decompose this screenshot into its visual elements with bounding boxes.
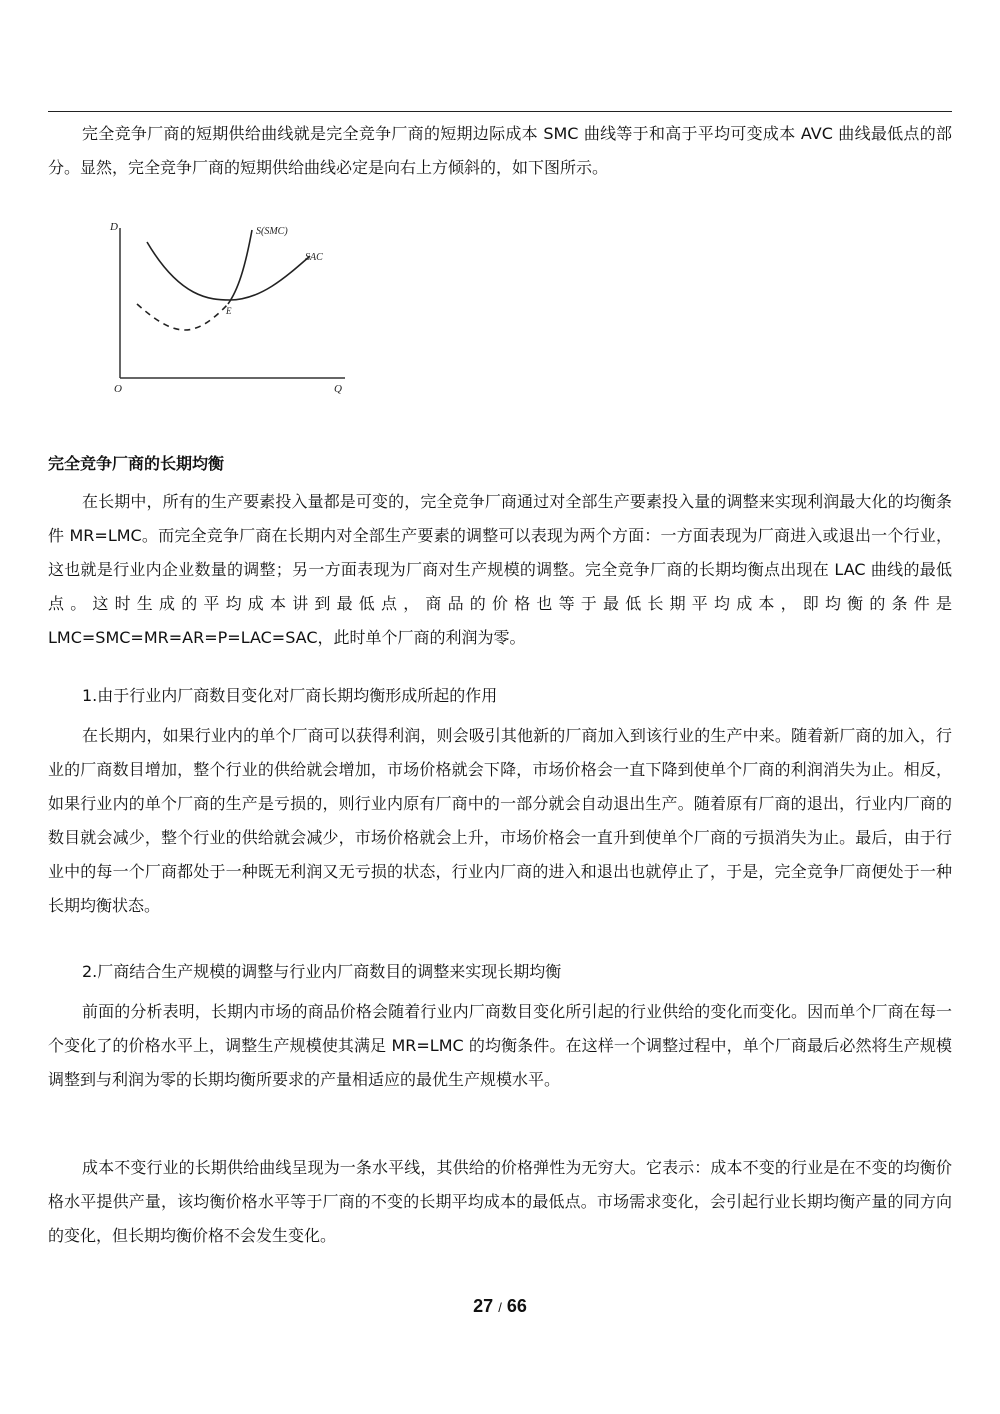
equilibrium-point-label: E: [226, 306, 232, 316]
sac-label: SAC: [305, 252, 323, 263]
x-axis-label: Q: [334, 383, 342, 395]
paragraph-firm-count-effect: 在长期内，如果行业内的单个厂商可以获得利润，则会吸引其他新的厂商加入到该行业的生产中来。随着新厂商的加入，行业的厂商数目增加，整个行业的供给就会增加，市场价格就会下降，市场价格会一直下降到使单个厂商的利润消失为止。相反，如果行业内的单个厂商的生产是亏损的，则行业内原有厂商中的一部分就会自动退出生产。随着原有厂商的退出，行业内厂商的数目就会减少，整个行业的供给就会减少，市场价格就会上升，市场价格会一直升到使单个厂商的亏损消失为止。最后，由于行业中的每一个厂商都处于一种既无利润又无亏损的状态，行业内厂商的进入和退出也就停止了，于是，完全竞争厂商便处于一种长期均衡状态。: [48, 726, 952, 915]
page-current: 27: [473, 1296, 494, 1316]
page-number: [0, 1296, 1000, 1317]
smc-curve: [228, 230, 252, 304]
page-total: 66: [506, 1296, 527, 1316]
paragraph-scale-adjustment: 前面的分析表明，长期内市场的商品价格会随着行业内厂商数目变化所引起的行业供给的变化而变化。因而单个厂商在每一个变化了的价格水平上，调整生产规模使其满足 MR=LMC 的均衡条件。在这样一个调整过程中，单个厂商最后必然将生产规模调整到与利润为零的长期均衡所要求的产量相适应的最优生产规模水平。: [48, 1002, 952, 1089]
header-rule: [48, 111, 952, 112]
list-item-2: 2.厂商结合生产规模的调整与行业内厂商数目的调整来实现长期均衡: [82, 962, 562, 981]
smc-label: S(SMC): [256, 226, 288, 237]
sac-curve: [147, 242, 310, 300]
page-separator: /: [498, 1300, 502, 1315]
short-run-supply-figure: [100, 208, 360, 398]
paragraph-constant-cost-industry: 成本不变行业的长期供给曲线呈现为一条水平线，其供给的价格弹性为无穷大。它表示：成本不变的行业是在不变的均衡价格水平提供产量，该均衡价格水平等于厂商的不变的长期平均成本的最低点。市场需求变化，会引起行业长期均衡产量的同方向的变化，但长期均衡价格不会发生变化。: [48, 1158, 952, 1245]
heading-long-run-equilibrium: 完全竞争厂商的长期均衡: [48, 454, 225, 473]
y-axis-label: D: [110, 221, 118, 233]
paragraph-short-run-supply: 完全竞争厂商的短期供给曲线就是完全竞争厂商的短期边际成本 SMC 曲线等于和高于平均可变成本 AVC 曲线最低点的部分。显然，完全竞争厂商的短期供给曲线必定是向右上方倾斜的，如下图所示。: [48, 124, 952, 177]
origin-label: O: [114, 383, 122, 395]
avc-curve: [137, 304, 228, 330]
list-item-1: 1.由于行业内厂商数目变化对厂商长期均衡形成所起的作用: [82, 686, 498, 705]
paragraph-long-run-equilibrium: 在长期中，所有的生产要素投入量都是可变的，完全竞争厂商通过对全部生产要素投入量的调整来实现利润最大化的均衡条件 MR=LMC。而完全竞争厂商在长期内对全部生产要素的调整可以表现为两个方面：一方面表现为厂商进入或退出一个行业，这也就是行业内企业数量的调整；另一方面表现为厂商对生产规模的调整。完全竞争厂商的长期均衡点出现在 LAC 曲线的最低点。这时生成的平均成本讲到最低点，商品的价格也等于最低长期平均成本，即均衡的条件是 LMC=SMC=MR=AR=P=LAC=SAC，此时单个厂商的利润为零。: [48, 492, 952, 647]
